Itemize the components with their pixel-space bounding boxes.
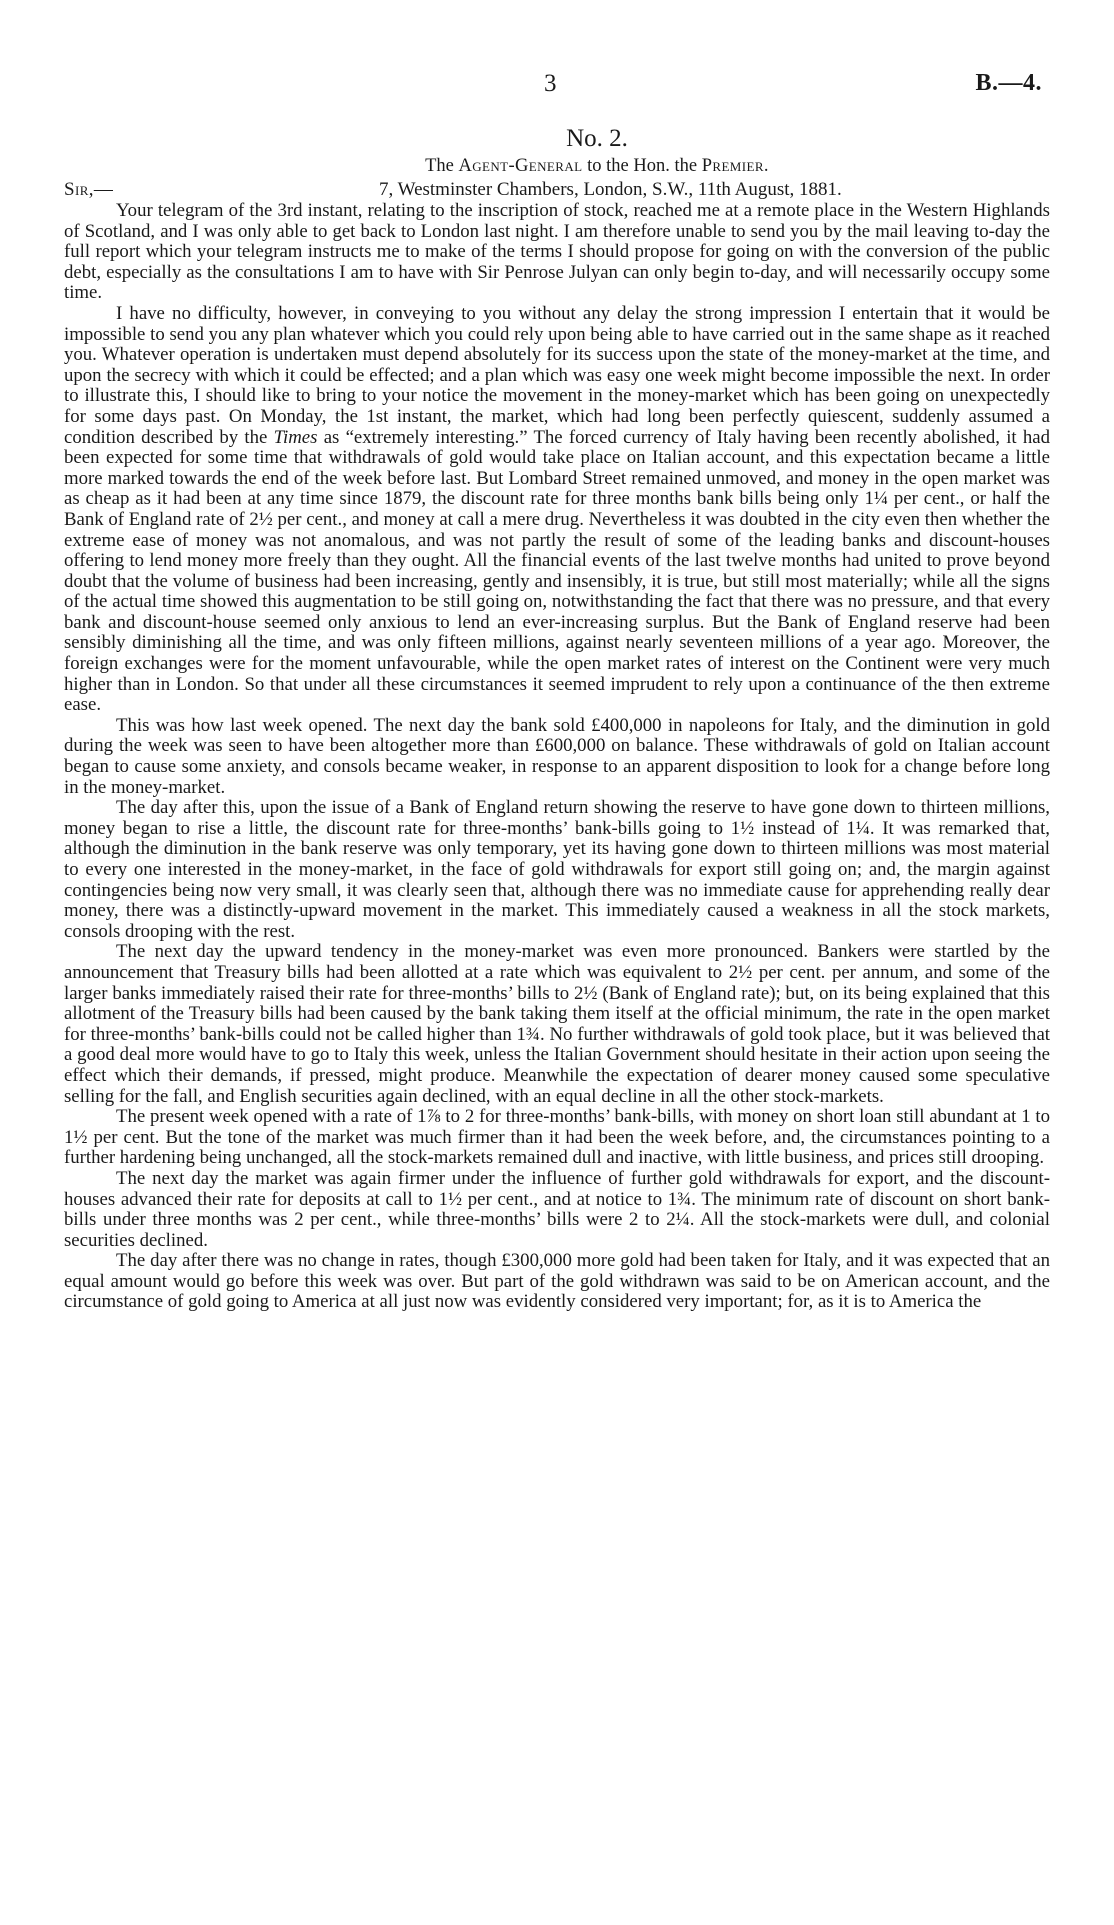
page-number: 3 bbox=[544, 70, 557, 97]
paragraph-4: The day after this, upon the issue of a Bank of England return showing the reserve to have gone down to thirteen millions, money began to rise a little, the discount rate for three-months’ bank-bills going to 1½ instead of 1¼. It was remarked that, although the diminution in the bank reserve was only temporary, yet its having gone down to thirteen millions was most material to every one interested in the money-market, in the face of gold withdrawals for export still going on; and, the margin against contingencies being now very small, it was clearly seen that, although there was no immediate cause for apprehending really dear money, there was a distinctly-upward movement in the market. This immediately caused a weakness in all the stock markets, consols drooping with the rest. bbox=[64, 797, 1050, 942]
paragraph-7: The next day the market was again firmer under the influence of further gold withdrawals for export, and the discount-houses advanced their rate for deposits at call to 1½ per cent., and at notice to 1¾. The minimum rate of discount on short bank-bills under three months was 2 per cent., while three-months’ bills were 2 to 2¼. All the stock-markets were dull, and colonial securities declined. bbox=[64, 1167, 1050, 1251]
letter-body bbox=[64, 201, 1050, 1313]
letter-number: No. 2. bbox=[566, 125, 628, 152]
salutation-row bbox=[64, 178, 1050, 201]
address-date: 7, Westminster Chambers, London, S.W., 11th August, 1881. bbox=[379, 179, 842, 200]
paragraph-2-part-1: I have no difficulty, however, in conveying to you without any delay the strong impression I entertain that it would be impossible to send you any plan whatever which you could rely upon being able to have carried out in the same shape as it reached you. Whatever operation is undertaken must depend absolutely for its success upon the state of the money-market at the time, and upon the secrecy with which it could be effected; and a plan which was easy one week might become impossible the next. In order to illustrate this, I should like to bring to your notice the movement in the money-market which has been going on unexpectedly for some days past. On Monday, the 1st instant, the market, which had long been perfectly quiescent, suddenly assumed a condition described by the bbox=[64, 302, 1050, 448]
paragraph-1: Your telegram of the 3rd instant, relating to the inscription of stock, reached me at a remote place in the Western Highlands of Scotland, and I was only able to get back to London last night. I am therefore unable to send you by the mail leaving to-day the full report which your telegram instructs me to make of the terms I should propose for going on with the conversion of the public debt, especially as the consultations I am to have with Sir Penrose Julyan can only begin to-day, and will necessarily occupy some time. bbox=[64, 200, 1050, 304]
paragraph-3: This was how last week opened. The next day the bank sold £400,000 in napoleons for Italy, and the diminution in gold during the week was seen to have been altogether more than £600,000 on balance. These withdrawals of gold on Italian account began to cause some anxiety, and consols became weaker, in response to an apparent disposition to look for a change before long in the money-market. bbox=[64, 714, 1050, 798]
salutation: Sir,— bbox=[64, 179, 114, 200]
paragraph-5: The next day the upward tendency in the money-market was even more pronounced. Bankers were startled by the announcement that Treasury bills had been allotted at a rate which was equivalent to 2½ per cent. per annum, and some of the larger banks immediately raised their rate for three-months’ bills to 2½ (Bank of England rate); but, on its being explained that this allotment of the Treasury bills had been caused by the bank taking them itself at the official minimum, the rate in the open market for three-months’ bank-bills could not be called higher than 1¾. No further withdrawals of gold took place, but it was believed that a good deal more would have to go to Italy this week, unless the Italian Government should hesitate in their action upon seeing the effect which their demands, if pressed, might produce. Meanwhile the expectation of dearer money caused some speculative selling for the fall, and English securities again declined, with an equal decline in all the other stock-markets. bbox=[64, 941, 1050, 1107]
letter-heading bbox=[64, 154, 1050, 178]
paragraph-2 bbox=[64, 304, 1050, 716]
paragraph-6: The present week opened with a rate of 1⅞ to 2 for three-months’ bank-bills, with money on short loan still abundant at 1 to 1½ per cent. But the tone of the market was much firmer than it had been the week before, and, the circumstances pointing to a further hardening being unchanged, all the stock-markets remained dull and inactive, with little business, and prices still drooping. bbox=[64, 1106, 1050, 1169]
paragraph-8: The day after there was no change in rates, though £300,000 more gold had been taken for Italy, and it was expected that an equal amount would go before this week was over. But part of the gold withdrawn was said to be on American account, and the circumstance of gold going to America at all just now was evidently considered very important; for, as it is to America the bbox=[64, 1250, 1050, 1313]
heading-from-prefix: The bbox=[425, 156, 454, 176]
paragraph-2-part-2: as “extremely interesting.” The forced currency of Italy having been recently abolished, it had been expected for some time that withdrawals of gold would take place on Italian account, and this expectation became a little more marked towards the end of the week before last. But Lombard Street remained unmoved, and money in the open market was as cheap as it had been at any time since 1879, the discount rate for three months bank bills being only 1¼ per cent., or half the Bank of England rate of 2½ per cent., and money at call a mere drug. Nevertheless it was doubted in the city even then whether the extreme ease of money was not anomalous, and was not partly the result of some of the leading banks and discount-houses offering to lend money more freely than they ought. All the financial events of the last twelve months had united to prove beyond doubt that the volume of business had been increasing, gently and insensibly, it is true, but still most materially; while all the signs of the actual time showed this augmentation to be still going on, notwithstanding the fact that there was no pressure, and that every bank and discount-house seemed only anxious to lend an ever-increasing surplus. But the Bank of England reserve had been sensibly diminishing all the time, and was only fifteen millions, against nearly seventeen millions of a year ago. Moreover, the foreign exchanges were for the moment unfavourable, while the open market rates of interest on the Continent were very much higher than in London. So that under all these circumstances it seemed imprudent to rely upon a continuance of the then extreme ease. bbox=[64, 426, 1050, 716]
times-reference: Times bbox=[273, 426, 318, 448]
document-code: B.—4. bbox=[975, 70, 1042, 96]
heading-from: Agent-General bbox=[458, 156, 583, 176]
heading-to: Premier. bbox=[701, 156, 769, 176]
heading-to-prefix: to the Hon. the bbox=[587, 156, 698, 176]
